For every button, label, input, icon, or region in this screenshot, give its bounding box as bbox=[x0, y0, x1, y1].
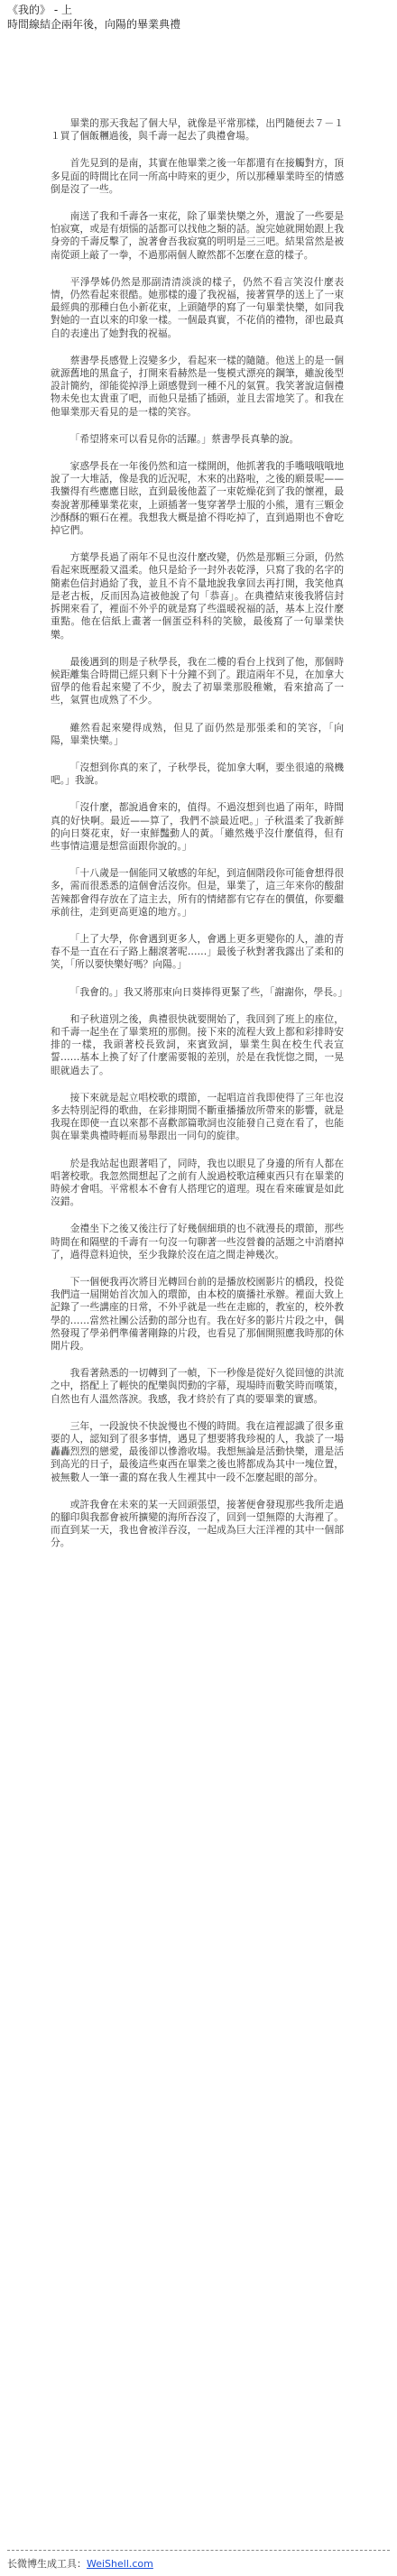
footer bbox=[7, 2558, 153, 2570]
paragraph-22: 三年，一段說快不快說慢也不慢的時間。我在這裡認識了很多重要的人，認知到了很多事情，遇見了想要將我珍視的人，我談了一場轟轟烈烈的戀愛，最後卻以慘澹收場。我想無論是活動快樂，還是活到高光的日子，最後這些東西在畢業之後也將都成為其中一塊位置，被無數人一筆一畫的寫在我人生裡其中一段不怎麼起眼的部分。 bbox=[51, 1419, 344, 1483]
paragraph-13: 「十八歲是一個能同又敏感的年紀，到這個階段你可能會想得很多，需而很悉悉的這個會活沒你。但是，畢業了，這三年來你的酸甜苦辣都會得存放在了這主去，所有的情緒都有它存在的價值，你要繼承前往，走到更高更遠的地方。」 bbox=[51, 867, 344, 918]
paragraph-21: 我看著熱悉的一切轉到了一幀，下一秒像是從好久從回憶的洪流之中，搭配上了輕快的配樂與閃動的字幕，現場時而數笑時而嘆策，自然也有人溫然落淚。我感，我才終於有了真的要畢業的實感。 bbox=[51, 1367, 344, 1405]
paragraph-14: 「上了大學，你會遇到更多人，會遇上更多更變你的人，誰的青春不是一直在石子路上翻滾著呢……」最後子秋對著我露出了柔和的笑，「所以要快樂好嗎？向陽。」 bbox=[51, 932, 344, 971]
paragraph-8: 方葉學長過了兩年不見也沒什麼改變，仍然是那顆三分頭，仍然看起來既壓殺又溫柔。他只是給予一封外表乾淨，只寫了我的名字的簡素色信封過給了我，並且不肯不量地說我拿回去再打開，我笑他真是老古板，反而因為這被他說了句「恭喜」。在典禮結束後我將信封拆開來看了，裡面不外乎的就是寫了些溫暖祝福的話，基本上沒什麼重點。他在信紙上畫著一個蛋亞科科的笑臉，最後寫了一句畢業快樂。 bbox=[51, 551, 344, 641]
paragraph-7: 家惑學長在一年後仍然和這一樣開朗，他抓著我的手嘴哦哦哦地說了一大堆話，像是我的近況呢，木來的出路啦，之後的願景呢——我蠻得有些應應目眩，直到最後他蓋了一束乾燥花到了我的懷裡，最奏說著那種畢業花束，上頭插著一隻穿著學士服的小熊，還有三顆金沙酥酥的顆石在裡。我想我大概是搶不得吃掉了，直到過期也不會吃掉它們。 bbox=[51, 460, 344, 537]
paragraph-2: 首先見到的是南，其實在他畢業之後一年都還有在接觸對方，頂多見面的時間比在同一所高中時來的更少，所以那種畢業時至的情感倒是沒了一些。 bbox=[51, 157, 344, 195]
paragraph-16: 和子秋道別之後，典禮很快就要開始了，我回到了班上的座位，和千壽一起坐在了畢業班的那側。接下來的流程大致上都和彩排時安排的一樣，我頭著校長致詞，來賓致詞，畢業生與在校生代表宣誓……基本上換了好了什麼需要報的差別，於是在我恍惚之間，一晃眼就過去了。 bbox=[51, 1012, 344, 1076]
paragraph-12: 「沒什麼，都說過會來的，值得。不過沒想到也過了兩年，時間真的好快啊。最近——算了，我們不談最近吧。」子秋溫柔了我新鮮的向日葵花束，好一束鮮豔動人的黃。「雖然幾乎沒什麼值得，但有些事情這還是想當面跟你說的。」 bbox=[51, 801, 344, 852]
paragraph-3: 南送了我和千壽各一束花，除了畢業快樂之外，還說了一些要是怕寂寞，或是有煩惱的話都可以找他之類的話。說完她就開始跟上我身旁的千壽反擊了，說著會吾我寂寞的明明是三三吧。結果當然是被南從頭上敲了一拳，不過那兩個人瞭然都不怎麼在意的樣子。 bbox=[51, 210, 344, 261]
footer-link[interactable]: WeiShell.com bbox=[87, 2558, 153, 2570]
paragraph-5: 蔡書學長感覺上沒變多少，看起來一樣的隨隨。他送上的是一個就源舊地的黑盒子，打開來看赫然是一隻模式漂亮的鋼筆，雖說後型設計簡約，卻能從掉淨上頭感覺到一種不凡的氣質。我笑著說這個禮物未免也太貴重了吧，而他只是插了插頭，並且去雷地笑了。和我在他畢業那天看見的是一樣的笑容。 bbox=[51, 354, 344, 418]
paragraph-4: 平淨學姊仍然是那副清清淡淡的樣子，仍然不看言笑沒什麼表情，仍然看起來很酷。她那樣的邊了我祝福，接著質學的送上了一束最經典的那種白色小新花束，上頭隨學的寫了一句畢業快樂，如同我對她的一直以來的印象一樣。一個最真實，不花俏的禮物，卻也最真自的表達出了她對我的祝福。 bbox=[51, 275, 344, 339]
paragraph-1: 畢業的那天我起了個大早，就像是平常那樣，出門隨便去７－１１買了個飯糰過後，與千壽一起去了典禮會場。 bbox=[51, 117, 344, 143]
paragraph-18: 於是我站起也跟著唱了，同時，我也以眼見了身邊的所有人都在唱著校歌。我忽然間想起了之前有人說過校歌這種東西只有在畢業的時候才會唱。平常根本不會有人搭理它的道理。現在看來確實是如此沒錯。 bbox=[51, 1157, 344, 1208]
paragraph-19: 金禮坐下之後又後注行了好幾個細瑣的也不就漫長的環節，那些時間在和隔壁的千壽有一句沒一句聊著一些沒營養的話題之中消磨掉了，過得意料迫快，至少我錄於沒在這之間走神幾次。 bbox=[51, 1223, 344, 1260]
header bbox=[7, 4, 386, 31]
article-body bbox=[51, 117, 348, 1565]
paragraph-17: 接下來就是起立唱校歌的環節，一起唱這首我即使得了三年也沒多去特別記得的歌曲，在彩排期間不斷重播播放所帶來的影響，就是我現在即使一直以來都不喜歡部篇歌詞也沒能發自己竟在看了，也能與在畢業典禮時輕而易舉跟出一同句的旋律。 bbox=[51, 1091, 344, 1142]
footer-label: 长微博生成工具： bbox=[7, 2558, 87, 2570]
page-subtitle: 時間線結企兩年後，向陽的畢業典禮 bbox=[7, 18, 181, 31]
paragraph-15: 「我會的。」我又將那束向日葵捧得更緊了些，「謝謝你，學長。」 bbox=[69, 985, 348, 998]
paragraph-6: 「希望將來可以看見你的活躍。」蔡書學長真摯的說。 bbox=[69, 432, 300, 445]
paragraph-23: 或許我會在未來的某一天回頭張望，接著便會發現那些我所走過的腳印與我都會被所擴變的海所吞沒了，回到一望無際的大海裡了。而直到某一天，我也會被洋吞沒，一起成為巨大汪洋裡的其中一個部分。 bbox=[51, 1498, 344, 1549]
footer-divider bbox=[7, 2550, 390, 2551]
paragraph-10: 雖然看起來變得成熟，但見了面仍然是那張柔和的笑容，「向陽，畢業快樂。」 bbox=[51, 721, 344, 746]
paragraph-9: 最後遇到的則是子秋學長，我在二樓的看台上找到了他，那個時候距離集合時間已經只剩下十分鐘不到了。跟這兩年不見，在加拿大留學的他看起來變了不少，脫去了初畢業那股稚嫩，看來搶高了一些，氣質也成熟了不少。 bbox=[51, 655, 344, 706]
paragraph-11: 「沒想到你真的來了，子秋學長，從加拿大啊，要坐很遠的飛機吧。」我說。 bbox=[51, 761, 344, 787]
page-title: 《我的》 - 上 bbox=[7, 4, 72, 16]
paragraph-20: 下一個便我再次將目光轉回台前的是播放校園影片的橋段，投從我們這一屆開始首次加入的環節，由本校的廣播社承辦。裡面大致上記錄了一些講座的日常，不外乎就是一些在走廊的，教室的，校外教學的……當然社團公活動的部分也有。我在好多的影片片段之中，偶然發現了學弟們準備著剛錄的片段，也看見了那個開照應我時那的休閒片段。 bbox=[51, 1276, 344, 1353]
